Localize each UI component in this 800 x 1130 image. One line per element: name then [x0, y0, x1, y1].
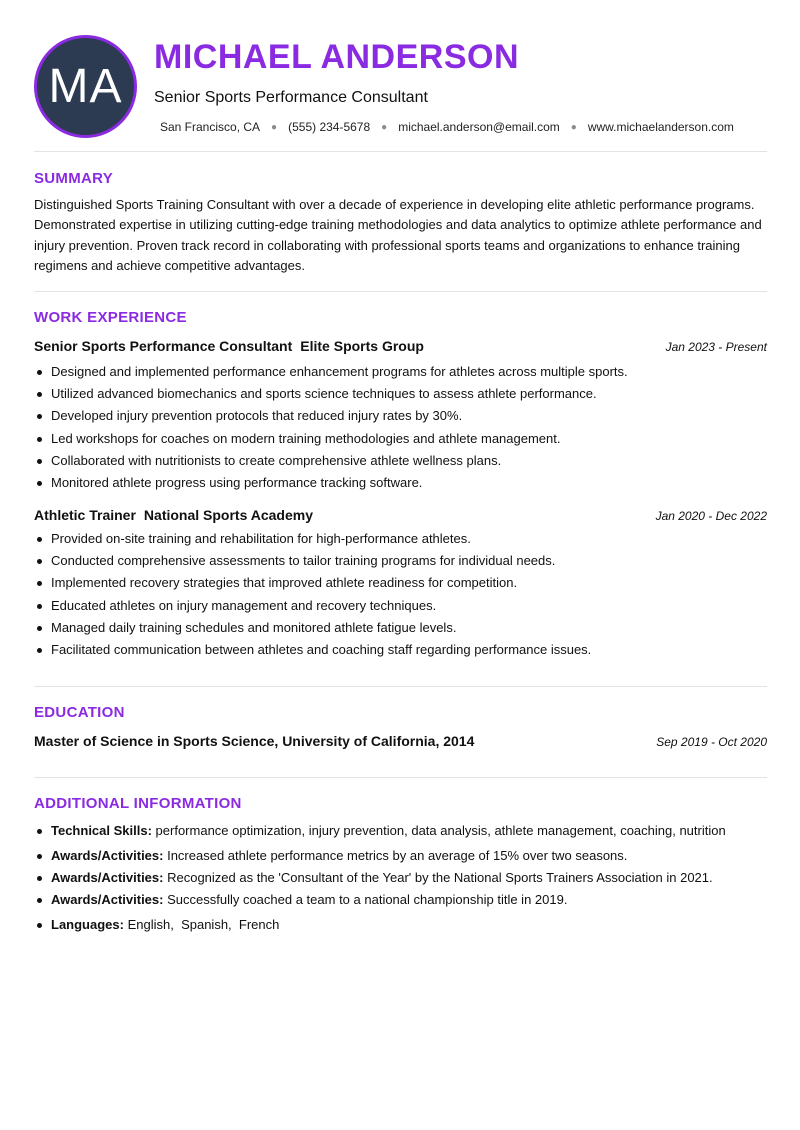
job-dates: Jan 2020 - Dec 2022: [655, 509, 767, 523]
summary-heading: SUMMARY: [34, 170, 114, 187]
job-bullets: [34, 528, 769, 661]
summary-text: Distinguished Sports Training Consultant with over a decade of experience in developing elite athletic performance programs. Demonstrated expertise in utilizing cutting-edge training methodologies and data analytics to optimize athlete performance and injury prevention. Proven track record in collaborating with professional sports teams and organizations to enhance training regimens and achieve competitive advantages.: [34, 197, 762, 273]
contact-location: San Francisco, CA: [160, 120, 261, 134]
job-company: Elite Sports Group: [300, 338, 424, 354]
info-text: Increased athlete performance metrics by an average of 15% over two seasons.: [167, 848, 628, 863]
list-item: Utilized advanced biomechanics and sports science techniques to assess athlete performance.: [34, 383, 769, 405]
separator-dot-icon: ●: [271, 121, 278, 133]
job-company: National Sports Academy: [143, 507, 314, 523]
info-label: Awards/Activities:: [51, 892, 164, 908]
info-label: Awards/Activities:: [51, 848, 164, 863]
info-text: Recognized as the 'Consultant of the Year' by the National Sports Trainers Association in 2021.: [167, 870, 713, 886]
contact-email[interactable]: michael.anderson@email.com: [398, 120, 560, 134]
contact-website[interactable]: www.michaelanderson.com: [587, 120, 734, 134]
info-text: Successfully coached a team to a national championship title in 2019.: [167, 892, 568, 908]
list-item: Provided on-site training and rehabilitation for high-performance athletes.: [34, 528, 769, 550]
list-item: [34, 845, 769, 867]
job-role: Athletic Trainer: [34, 507, 136, 523]
education-entry: [34, 733, 767, 749]
job-dates: Jan 2023 - Present: [665, 340, 767, 354]
education-degree: Master of Science in Sports Science, University of California, 2014: [34, 733, 475, 749]
additional-list: [34, 820, 769, 937]
list-item: Facilitated communication between athletes and coaching staff regarding performance issues.: [34, 639, 769, 661]
contact-phone: (555) 234-5678: [288, 120, 371, 134]
list-item: [34, 867, 769, 889]
candidate-title: Senior Sports Performance Consultant: [154, 89, 428, 106]
info-label: Languages:: [51, 917, 124, 933]
candidate-name: MICHAEL ANDERSON: [154, 38, 520, 76]
section-divider: [34, 686, 767, 687]
list-item: Collaborated with nutritionists to create comprehensive athlete wellness plans.: [34, 450, 769, 472]
contact-bar: [160, 120, 734, 134]
experience-heading: WORK EXPERIENCE: [34, 309, 187, 326]
list-item: Monitored athlete progress using performance tracking software.: [34, 472, 769, 494]
list-item: Implemented recovery strategies that improved athlete readiness for competition.: [34, 572, 769, 594]
list-item: Managed daily training schedules and monitored athlete fatigue levels.: [34, 617, 769, 639]
list-item: Led workshops for coaches on modern training methodologies and athlete management.: [34, 428, 769, 450]
job-bullets: [34, 361, 769, 494]
additional-heading: ADDITIONAL INFORMATION: [34, 795, 242, 812]
list-item: Educated athletes on injury management and recovery techniques.: [34, 595, 769, 617]
list-item: Designed and implemented performance enhancement programs for athletes across multiple sports.: [34, 361, 769, 383]
section-divider: [34, 151, 767, 152]
list-item: [34, 820, 769, 845]
section-divider: [34, 777, 767, 778]
info-text: English, Spanish, French: [127, 917, 280, 933]
section-divider: [34, 291, 767, 292]
info-text: performance optimization, injury prevention, data analysis, athlete management, coaching, nutrition: [155, 823, 726, 838]
list-item: Conducted comprehensive assessments to tailor training programs for individual needs.: [34, 550, 769, 572]
avatar: [34, 35, 137, 138]
education-heading: EDUCATION: [34, 704, 125, 721]
info-label: Technical Skills:: [51, 823, 152, 838]
separator-dot-icon: ●: [381, 121, 388, 133]
job-header: [34, 338, 767, 354]
job-header: [34, 507, 767, 523]
list-item: [34, 889, 769, 914]
info-label: Awards/Activities:: [51, 870, 164, 886]
education-dates: Sep 2019 - Oct 2020: [656, 735, 767, 749]
list-item: Developed injury prevention protocols that reduced injury rates by 30%.: [34, 405, 769, 427]
job-role: Senior Sports Performance Consultant: [34, 338, 293, 354]
avatar-initials: MA: [48, 60, 123, 113]
separator-dot-icon: ●: [570, 121, 577, 133]
list-item: [34, 914, 769, 936]
